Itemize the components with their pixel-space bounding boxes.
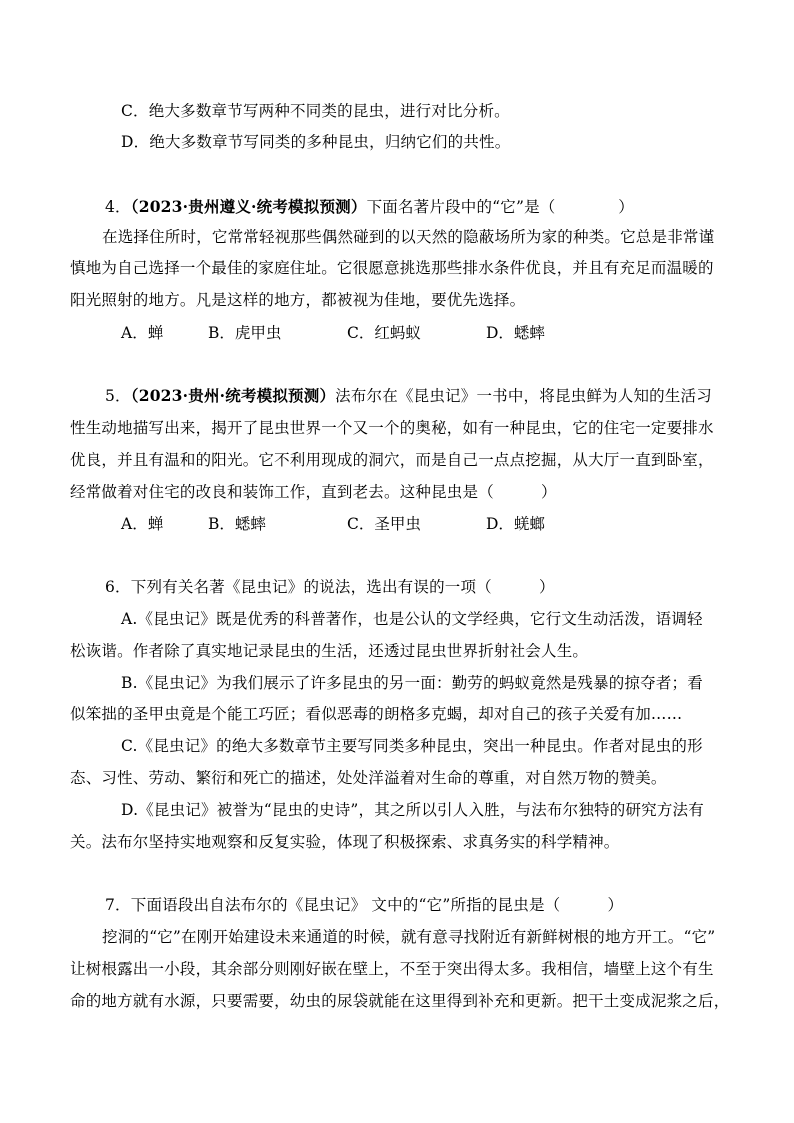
q4-heading [105,197,634,217]
q5-option-d: D．蜣螂 [486,515,545,533]
q4-number: 4． [105,198,131,216]
q6-option-d-line-2: 关。法布尔坚持实地观察和反复实验，体现了积极探索、求真务实的科学精神。 [70,833,620,851]
q5-option-a: A．蝉 [121,515,164,533]
q5-line-3: 优良，并且有温和的阳光。它不利用现成的洞穴，而是自己一点点挖掘，从大厅一直到卧室， [70,451,714,469]
q5-line-2: 性生动地描写出来，揭开了昆虫世界一个又一个的奥秘，如有一种昆虫，它的住宅一定要排水 [70,419,714,437]
q5-source: （2023·贵州·统考模拟预测） [130,386,336,405]
q3-option-d: D．绝大多数章节写同类的多种昆虫，归纳它们的共性。 [121,133,511,151]
q4-option-b: B．虎甲虫 [208,324,282,342]
q6-stem: 6．下列有关名著《昆虫记》的说法，选出有误的一项（ ） [105,578,555,596]
q7-stem: 7．下面语段出自法布尔的《昆虫记》 文中的“它”所指的昆虫是（ ） [105,896,624,914]
q6-option-b-line-2: 似笨拙的圣甲虫竟是个能工巧匠；看似恶毒的朗格多克蝎，却对自己的孩子关爱有加…… [70,705,683,723]
q4-passage-line-3: 阳光照射的地方。凡是这样的地方，都被视为佳地，要优先选择。 [70,291,526,309]
q7-passage-line-3: 命的地方就有水源，只要需要，幼虫的尿袋就能在这里得到补充和更新。把干土变成泥浆之后， [70,992,730,1010]
q7-passage-line-1: 挖洞的“它”在刚开始建设未来通道的时候，就有意寻找附近有新鲜树根的地方开工。“它” [102,928,716,946]
q6-option-a-line-2: 松诙谐。作者除了真实地记录昆虫的生活，还透过昆虫世界折射社会人生。 [70,642,589,660]
q5-option-c: C．圣甲虫 [347,515,421,533]
q5-number: 5． [105,387,131,405]
q4-stem: 下面名著片段中的“它”是（ ） [366,198,635,216]
q7-passage-line-2: 让树根露出一小段，其余部分则刚好嵌在壁上，不至于突出得太多。我相信，墙壁上这个有生 [70,960,714,978]
q4-option-c: C．红蚂蚁 [347,324,421,342]
q4-source: （2023·贵州遵义·统考模拟预测） [130,197,367,216]
q6-option-d-line-1: D.《昆虫记》被誉为“昆虫的史诗”，其之所以引人入胜，与法布尔独特的研究方法有 [121,801,704,819]
q6-option-c-line-2: 态、习性、劳动、繁衍和死亡的描述，处处洋溢着对生命的尊重，对自然万物的赞美。 [70,769,667,787]
q4-passage-line-1: 在选择住所时，它常常轻视那些偶然碰到的以天然的隐蔽场所为家的种类。它总是非常谨 [102,228,715,246]
q4-passage-line-2: 慎地为自己选择一个最佳的家庭住址。它很愿意挑选那些排水条件优良，并且有充足而温暖的 [70,259,714,277]
q4-option-d: D．蟋蟀 [486,324,545,342]
q3-option-c: C．绝大多数章节写两种不同类的昆虫，进行对比分析。 [121,102,510,120]
q5-line-4: 经常做着对住宅的改良和装饰工作，直到老去。这种昆虫是（ ） [70,483,557,501]
q6-option-c-line-1: C.《昆虫记》的绝大多数章节主要写同类多种昆虫，突出一种昆虫。作者对昆虫的形 [121,737,703,755]
q4-option-a: A．蝉 [121,324,164,342]
q5-option-b: B．蟋蟀 [208,515,266,533]
q5-line-1: 法布尔在《昆虫记》一书中，将昆虫鲜为人知的生活习 [335,387,712,405]
q6-option-b-line-1: B.《昆虫记》为我们展示了许多昆虫的另一面：勤劳的蚂蚁竟然是残暴的掠夺者；看 [121,674,703,692]
q6-option-a-line-1: A.《昆虫记》既是优秀的科普著作，也是公认的文学经典，它行文生动活泼，语调轻 [121,610,703,628]
q5-heading [105,386,712,406]
